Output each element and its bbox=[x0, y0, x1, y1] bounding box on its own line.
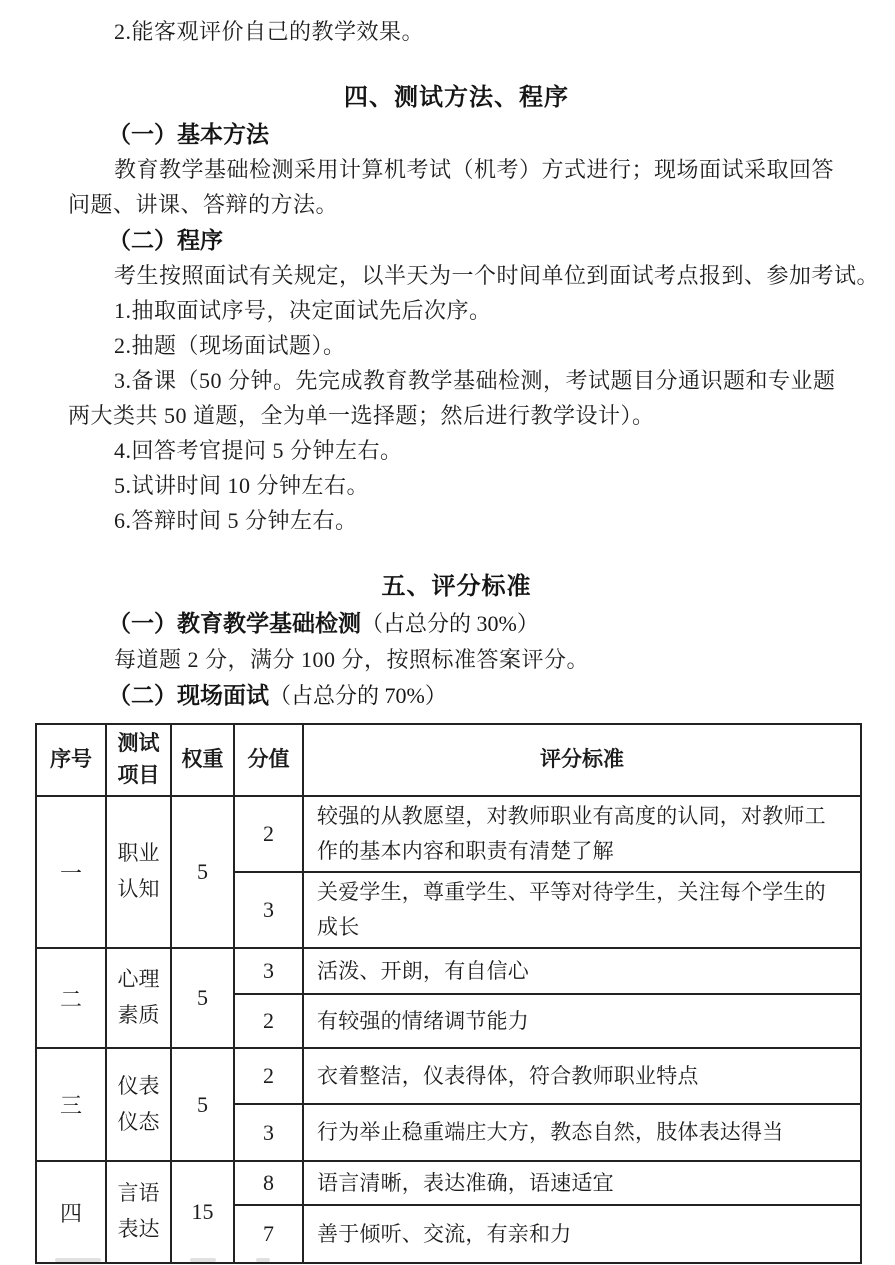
col-header-project: 测试项目 bbox=[106, 724, 171, 796]
cell-criteria-4a: 语言清晰，表达准确，语速适宜 bbox=[303, 1161, 861, 1205]
cell-score-2a: 3 bbox=[234, 948, 303, 994]
col-header-criteria: 评分标准 bbox=[303, 724, 861, 796]
cell-score-4b: 7 bbox=[234, 1205, 303, 1263]
scoring-table bbox=[35, 723, 862, 1264]
section4-sub1-paragraph: 教育教学基础检测采用计算机考试（机考）方式进行；现场面试采取回答问题、讲课、答辩的方法。 bbox=[68, 157, 835, 217]
cell-project-1: 职业认知 bbox=[106, 796, 171, 948]
cell-project-2: 心理素质 bbox=[106, 948, 171, 1048]
section5-sub2-heading bbox=[68, 677, 845, 714]
cell-score-4a: 8 bbox=[234, 1161, 303, 1205]
table-row bbox=[36, 1048, 861, 1104]
section5-sub1-heading-rest: （占总分的 30%） bbox=[361, 611, 539, 636]
scan-artifact bbox=[190, 1258, 216, 1262]
procedure-item-4: 4.回答考官提问 5 分钟左右。 bbox=[114, 438, 403, 463]
intro-line: 2.能客观评价自己的教学效果。 bbox=[114, 19, 425, 44]
cell-weight-3: 5 bbox=[171, 1048, 234, 1161]
cell-score-3a: 2 bbox=[234, 1048, 303, 1104]
cell-score-3b: 3 bbox=[234, 1104, 303, 1161]
scan-artifact bbox=[55, 1258, 101, 1262]
cell-project-4: 言语表达 bbox=[106, 1161, 171, 1263]
col-header-weight: 权重 bbox=[171, 724, 234, 796]
scan-artifact bbox=[256, 1258, 270, 1262]
cell-seq-3: 三 bbox=[36, 1048, 106, 1161]
section4-sub2-heading: （二）程序 bbox=[108, 227, 223, 253]
procedure-item-6: 6.答辩时间 5 分钟左右。 bbox=[114, 508, 358, 533]
section4-sub1-heading: （一）基本方法 bbox=[108, 121, 269, 147]
section4-sub2-paragraph: 考生按照面试有关规定，以半天为一个时间单位到面试考点报到、参加考试。 bbox=[114, 263, 880, 288]
section5-sub2-heading-rest: （占总分的 70%） bbox=[269, 683, 447, 708]
section5-sub1-heading-bold: （一）教育教学基础检测 bbox=[108, 610, 361, 636]
cell-criteria-2a: 活泼、开朗，有自信心 bbox=[303, 948, 861, 994]
procedure-item-5: 5.试讲时间 10 分钟左右。 bbox=[114, 473, 370, 498]
col-header-score: 分值 bbox=[234, 724, 303, 796]
cell-criteria-1a: 较强的从教愿望，对教师职业有高度的认同，对教师工作的基本内容和职责有清楚了解 bbox=[303, 796, 861, 872]
table-row bbox=[36, 1161, 861, 1205]
section5-heading: 五、评分标准 bbox=[381, 573, 532, 600]
cell-weight-1: 5 bbox=[171, 796, 234, 948]
cell-weight-4: 15 bbox=[171, 1161, 234, 1263]
section5-sub1-paragraph: 每道题 2 分，满分 100 分，按照标准答案评分。 bbox=[114, 647, 590, 672]
procedure-item-1: 1.抽取面试序号，决定面试先后次序。 bbox=[114, 298, 492, 323]
section5-sub1-heading bbox=[68, 605, 845, 642]
cell-seq-1: 一 bbox=[36, 796, 106, 948]
table-row bbox=[36, 796, 861, 872]
text-block bbox=[68, 14, 880, 714]
cell-seq-4: 四 bbox=[36, 1161, 106, 1263]
procedure-item-3: 3.备课（50 分钟。先完成教育教学基础检测，考试题目分通识题和专业题两大类共 50 道题，全为单一选择题；然后进行教学设计）。 bbox=[68, 368, 836, 428]
cell-criteria-3a: 衣着整洁，仪表得体，符合教师职业特点 bbox=[303, 1048, 861, 1104]
cell-criteria-3b: 行为举止稳重端庄大方，教态自然，肢体表达得当 bbox=[303, 1104, 861, 1161]
cell-weight-2: 5 bbox=[171, 948, 234, 1048]
cell-criteria-2b: 有较强的情绪调节能力 bbox=[303, 994, 861, 1048]
section4-heading: 四、测试方法、程序 bbox=[344, 84, 569, 111]
section5-sub2-heading-bold: （二）现场面试 bbox=[108, 682, 269, 708]
col-header-seq: 序号 bbox=[36, 724, 106, 796]
cell-criteria-4b: 善于倾听、交流，有亲和力 bbox=[303, 1205, 861, 1263]
cell-seq-2: 二 bbox=[36, 948, 106, 1048]
cell-score-1b: 3 bbox=[234, 872, 303, 948]
cell-score-2b: 2 bbox=[234, 994, 303, 1048]
procedure-item-2: 2.抽题（现场面试题）。 bbox=[114, 333, 346, 358]
table-header-row bbox=[36, 724, 861, 796]
table-row bbox=[36, 948, 861, 994]
cell-score-1a: 2 bbox=[234, 796, 303, 872]
cell-criteria-1b: 关爱学生，尊重学生、平等对待学生，关注每个学生的成长 bbox=[303, 872, 861, 948]
cell-project-3: 仪表仪态 bbox=[106, 1048, 171, 1161]
